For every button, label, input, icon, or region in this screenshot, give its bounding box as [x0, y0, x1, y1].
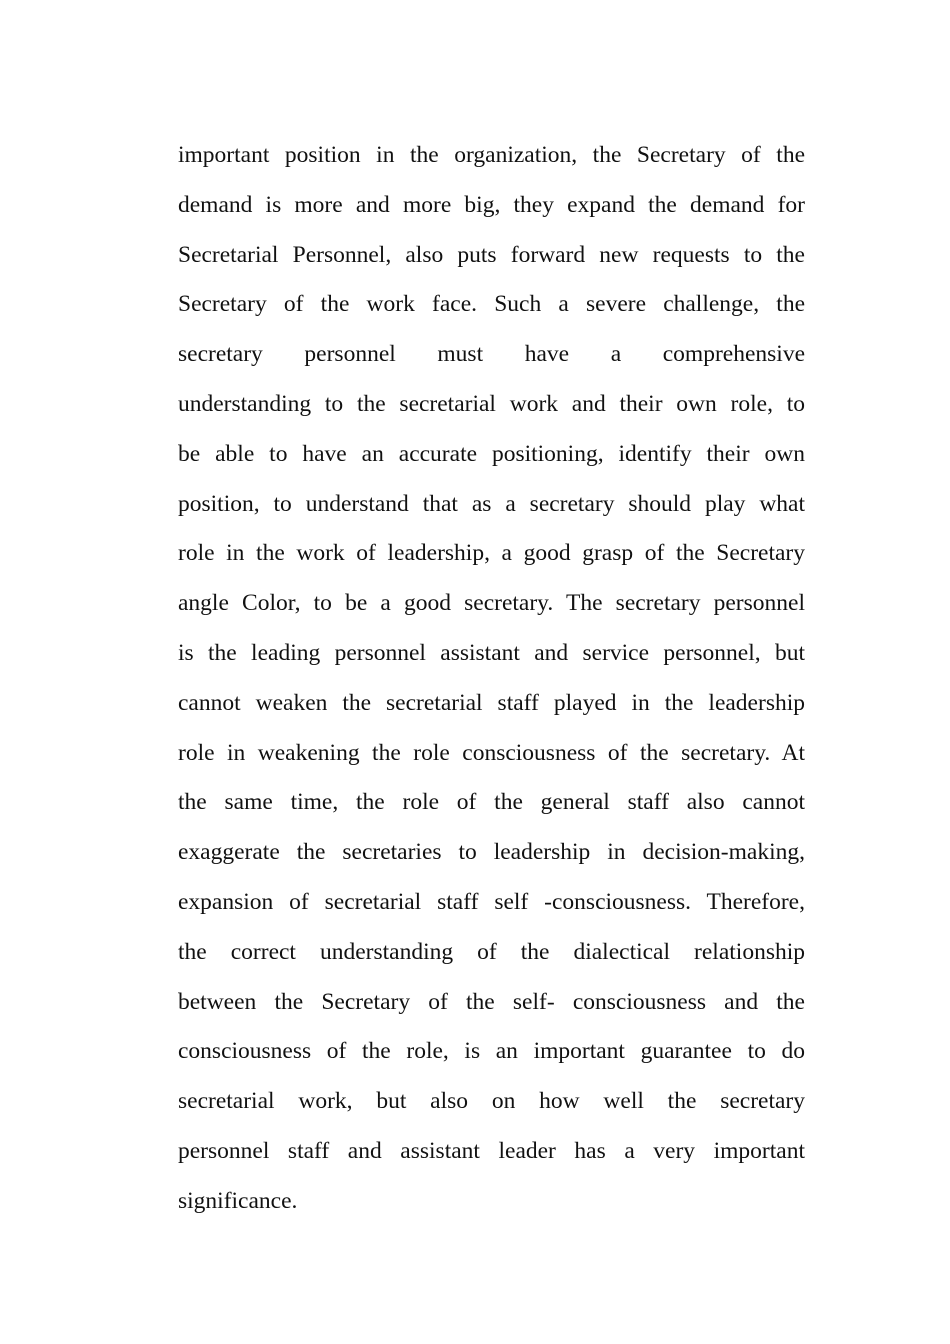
paragraph-line: expansion of secretarial staff self -consciousness. Therefore,	[178, 888, 805, 915]
paragraph-line: between the Secretary of the self- consciousness and the	[178, 988, 805, 1015]
paragraph-line: is the leading personnel assistant and service personnel, but	[178, 639, 805, 666]
paragraph-line: role in weakening the role consciousness of the secretary. At	[178, 739, 805, 766]
paragraph-line: personnel staff and assistant leader has a very important	[178, 1137, 805, 1164]
paragraph-line: the correct understanding of the dialectical relationship	[178, 938, 805, 965]
paragraph-line: demand is more and more big, they expand the demand for	[178, 191, 805, 218]
paragraph-line: important position in the organization, the Secretary of the	[178, 142, 805, 168]
paragraph-line: exaggerate the secretaries to leadership in decision-making,	[178, 839, 805, 866]
paragraph-line: position, to understand that as a secretary should play what	[178, 490, 805, 517]
paragraph-line: secretarial work, but also on how well the secretary	[178, 1088, 805, 1115]
paragraph-line: Secretary of the work face. Such a severe challenge, the	[178, 291, 805, 318]
paragraph-line: be able to have an accurate positioning, identify their own	[178, 440, 805, 467]
paragraph-line: understanding to the secretarial work and their own role, to	[178, 390, 805, 417]
paragraph-line: Secretarial Personnel, also puts forward new requests to the	[178, 241, 805, 268]
paragraph-last-line: significance.	[178, 1187, 298, 1214]
paragraph-line: role in the work of leadership, a good grasp of the Secretary	[178, 540, 805, 567]
body-paragraph	[178, 131, 805, 1227]
paragraph-line: cannot weaken the secretarial staff played in the leadership	[178, 689, 805, 716]
paragraph-line: consciousness of the role, is an important guarantee to do	[178, 1038, 805, 1065]
paragraph-line: the same time, the role of the general staff also cannot	[178, 789, 805, 816]
paragraph-line: angle Color, to be a good secretary. The secretary personnel	[178, 590, 805, 617]
paragraph-line: secretary personnel must have a comprehensive	[178, 341, 805, 368]
